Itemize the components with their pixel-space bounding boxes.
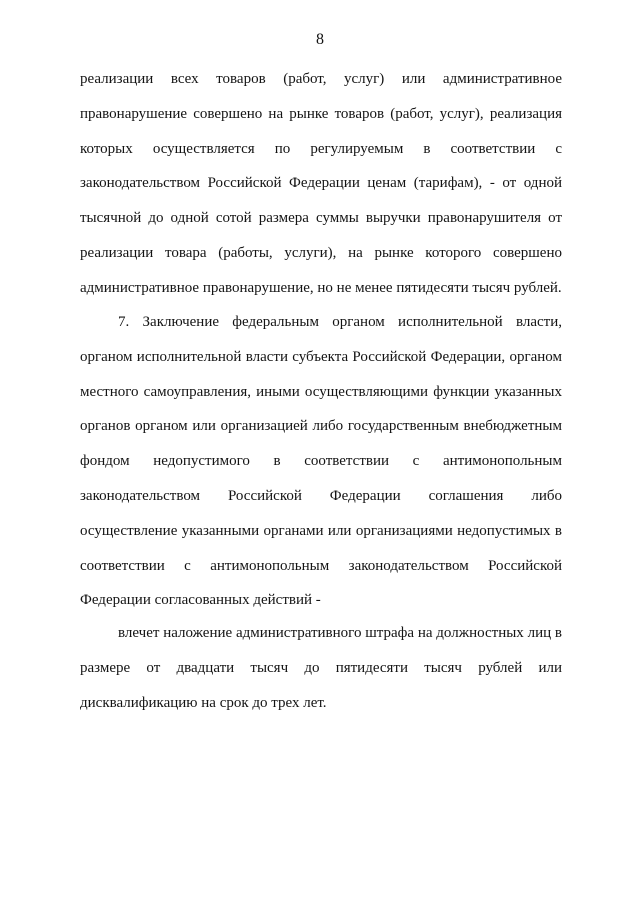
page-number: 8: [316, 31, 324, 48]
paragraph-continuation: [80, 62, 562, 306]
text-line: соответствии с антимонопольным законодательством Российской: [80, 557, 562, 574]
text-line: правонарушение совершено на рынке товаров (работ, услуг), реализация: [80, 105, 562, 122]
paragraph-sanction: [80, 616, 562, 720]
text-line: влечет наложение административного штрафа на должностных лиц в: [118, 625, 562, 641]
text-line: которых осуществляется по регулируемым в соответствии с: [80, 140, 562, 157]
text-line: осуществление указанными органами или организациями недопустимых в: [80, 522, 562, 539]
text-line: 7. Заключение федеральным органом исполнительной власти,: [118, 314, 562, 330]
text-line: размере от двадцати тысяч до пятидесяти тысяч рублей или: [80, 659, 562, 676]
text-line: органом исполнительной власти субъекта Российской Федерации, органом: [80, 348, 562, 365]
text-line: органов органом или организацией либо государственным внебюджетным: [80, 418, 562, 435]
text-line: реализации товара (работы, услуги), на рынке которого совершено: [80, 244, 562, 261]
text-line: административное правонарушение, но не менее пятидесяти тысяч рублей.: [80, 279, 562, 296]
text-line: законодательством Российской Федерации соглашения либо: [80, 487, 562, 504]
text-line: законодательством Российской Федерации ценам (тарифам), - от одной: [80, 175, 562, 192]
text-line: местного самоуправления, иными осуществляющими функции указанных: [80, 383, 562, 400]
paragraph-item-7: [80, 305, 562, 618]
text-line: фондом недопустимого в соответствии с антимонопольным: [80, 453, 562, 470]
text-line: Федерации согласованных действий -: [80, 592, 321, 609]
text-line: реализации всех товаров (работ, услуг) или административное: [80, 71, 562, 87]
text-line: дисквалификацию на срок до трех лет.: [80, 694, 327, 711]
text-line: тысячной до одной сотой размера суммы выручки правонарушителя от: [80, 210, 562, 227]
